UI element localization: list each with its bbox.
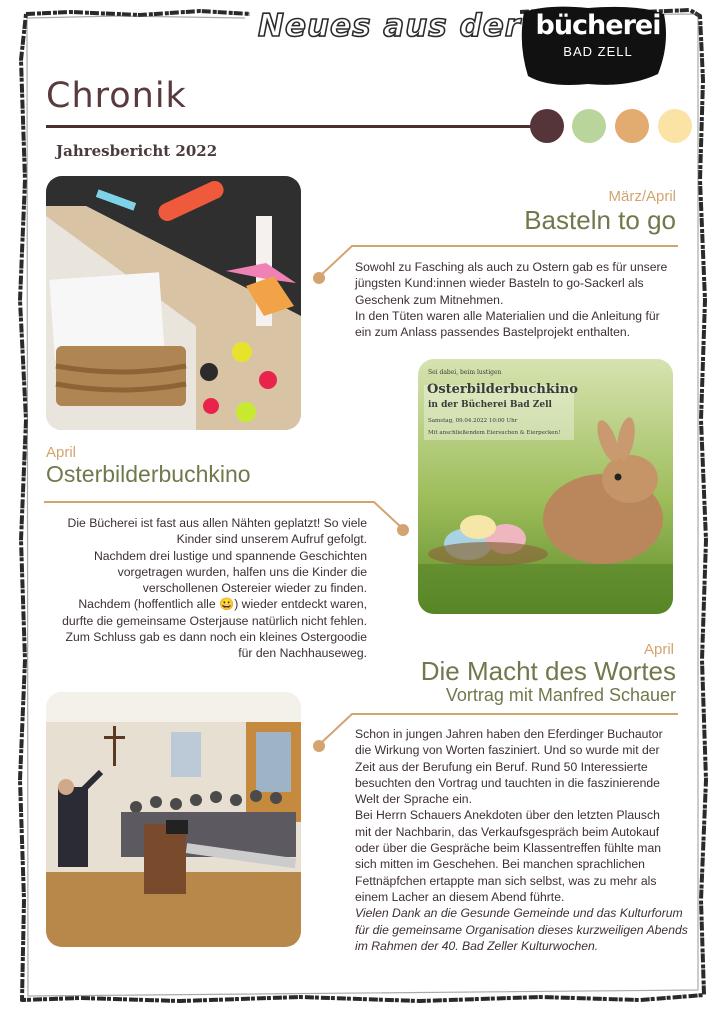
section-body [355, 259, 690, 340]
text-line: Zeit aus der Berufung ein Beruf. Rund 50 Interessierte [355, 759, 648, 774]
connector-dot [313, 740, 325, 752]
text-line: besuchten den Vortrag und tauchten in die faszinierende [355, 775, 660, 790]
text-line: Kinder sind unserem Aufruf gefolgt. [176, 532, 367, 547]
connector-dot [313, 272, 325, 284]
text-line: verschollenen Ostereier wieder zu finden. [142, 581, 367, 596]
logo-subtitle: BAD ZELL [563, 44, 633, 59]
text-line: jüngsten Kund:innen wieder Basteln to go-Sackerl als [355, 276, 644, 291]
crafts-photo [46, 176, 301, 430]
section-month: März/April [608, 188, 676, 205]
section-body [355, 726, 695, 954]
text-line: sich mitten im Geschehen. Bei manchen sprachlichen [355, 857, 645, 872]
poster-title: Osterbilderbuchkino [427, 382, 578, 397]
text-line: einem Lacher an diesem Abend führte. [355, 889, 565, 904]
text-line: oder über die Gespräche beim Klassentreffen fühlte man [355, 841, 661, 856]
text-line: für den Nachhauseweg. [238, 646, 367, 661]
section-body [30, 515, 367, 662]
text-line: Bei Herrn Schauers Anekdoten über den letzten Plausch [355, 808, 660, 823]
text-line: Nachdem drei lustige und spannende Geschichten [93, 548, 367, 563]
text-line: Nachdem (hoffentlich alle 😀) wieder entdeckt waren, [78, 597, 367, 612]
text-line: vorgetragen wurden, halfen uns die Kinder die [117, 564, 367, 579]
year-report-label: Jahresbericht 2022 [56, 142, 218, 160]
section-title: Basteln to go [524, 205, 676, 235]
page-heading: Chronik [46, 76, 187, 116]
poster-date: Samstag, 09.04.2022 10:00 Uhr [428, 418, 518, 424]
text-line: ein zum Anlass passendes Bastelprojekt enthalten. [355, 325, 631, 340]
text-line: Geschenk zum Mitnehmen. [355, 292, 504, 307]
text-line: mit der Nachbarin, das Verkaufsgespräch beim Autokauf [355, 824, 660, 839]
poster-intro: Sei dabei, beim lustigen [428, 369, 502, 376]
connector-dot [397, 524, 409, 536]
text-line: im Rahmen der 40. Bad Zeller Kulturwochen. [355, 938, 599, 953]
text-line: Fettnäpfchen ertappte man sich selbst, was zu mehr als [355, 873, 657, 888]
thanks-note [355, 905, 695, 954]
logo-wordmark: bücherei [535, 10, 661, 41]
poster-subtitle: in der Bücherei Bad Zell [428, 400, 552, 410]
text-line: Welt der Sprache ein. [355, 792, 472, 807]
text-line: Schon in jungen Jahren haben den Eferdinger Buchautor [355, 727, 663, 741]
text-line: Die Bücherei ist fast aus allen Nähten geplatzt! So viele [67, 516, 367, 530]
text-line: Vielen Dank an die Gesunde Gemeinde und das Kulturforum [355, 906, 683, 921]
section-title: Die Macht des Wortes [420, 656, 676, 686]
lecture-photo [46, 692, 301, 947]
section-month: April [46, 444, 77, 461]
section-subtitle: Vortrag mit Manfred Schauer [445, 685, 676, 705]
text-line: durfte die gemeinsame Osterjause natürlich nicht fehlen. [62, 613, 367, 628]
text-line: die Wirkung von Worten fasziniert. Und so wurde mit der [355, 743, 660, 758]
header-title: Neues aus der [258, 8, 522, 44]
text-line: In den Tüten waren alle Materialien und die Anleitung für [355, 308, 660, 323]
section-title: Osterbilderbuchkino [46, 461, 251, 487]
section-month: April [643, 641, 674, 658]
poster-note: Mit anschließendem Eiersuchen & Eierpecken! [428, 430, 561, 436]
text-line: Zum Schluss gab es dann noch ein kleines Ostergoodie [65, 630, 367, 645]
text-line: für die gemeinsame Organisation dieses kurzweiligen Abends [355, 922, 688, 937]
easter-poster-photo [418, 359, 673, 614]
text-line: Sowohl zu Fasching als auch zu Ostern gab es für unsere [355, 260, 668, 274]
